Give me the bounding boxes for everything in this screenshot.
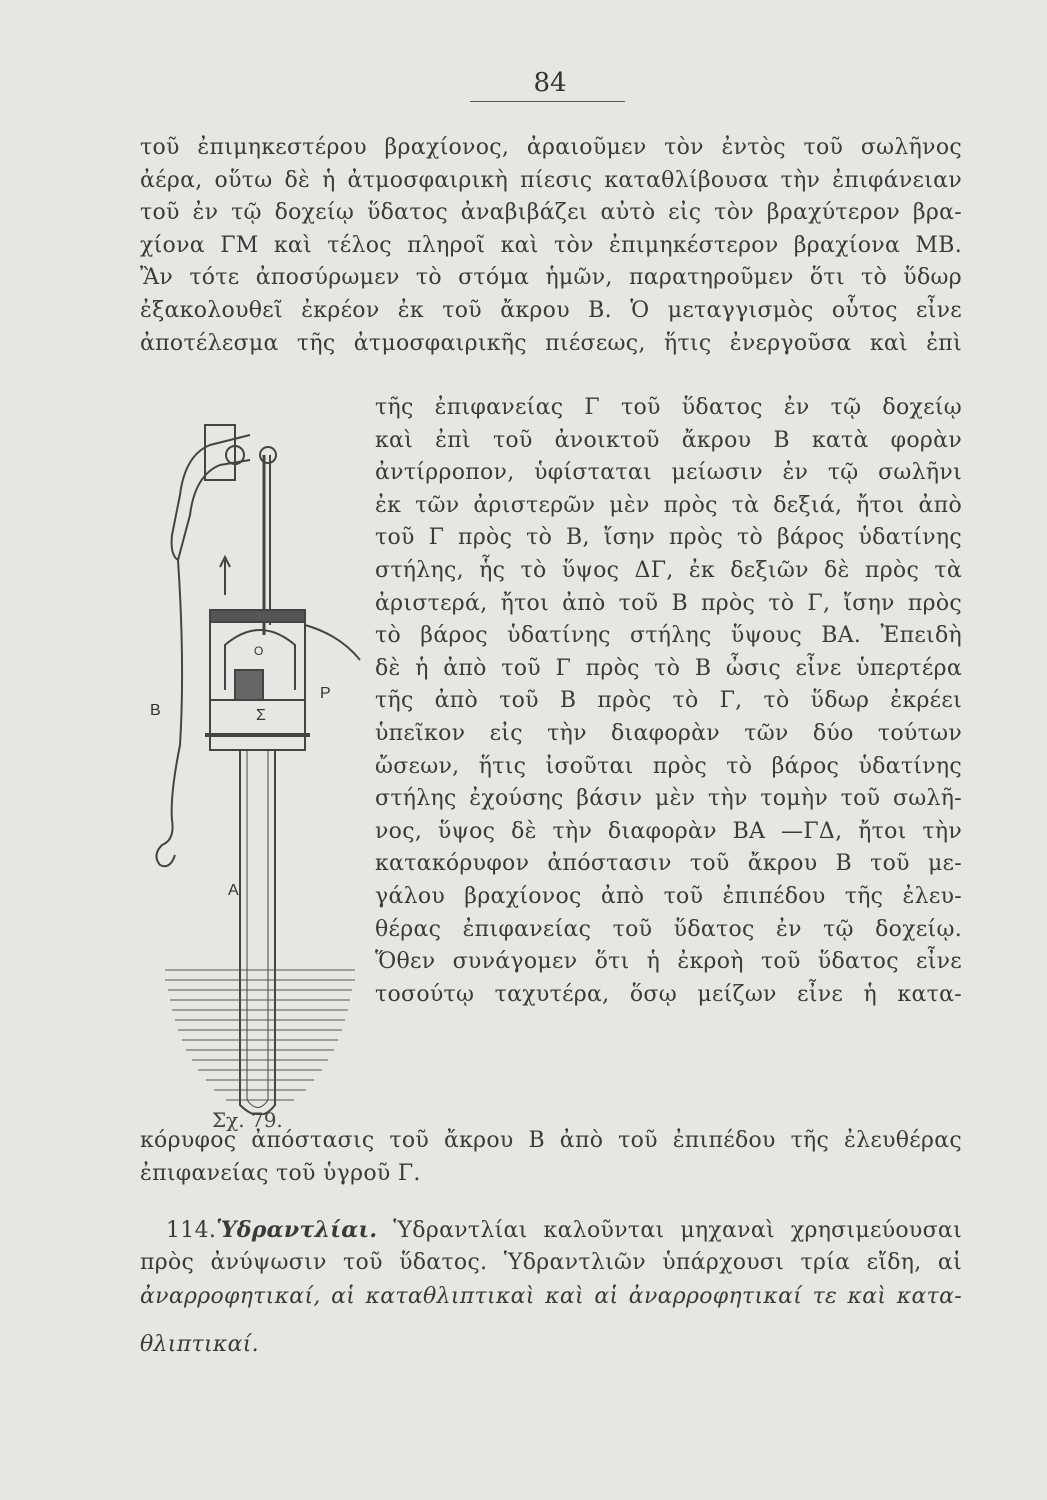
text-line: τῆς ἀπὸ τοῦ Β πρὸς τὸ Γ, τὸ ὕδωρ ἐκρέει [375, 688, 962, 714]
section-114-line-4: θλιπτικαί. [140, 1332, 259, 1357]
page-number: 84 [533, 68, 567, 98]
text-line: στήλης ἐχούσης βάσιν μὲν τὴν τομὴν τοῦ σωλῆ- [375, 786, 962, 812]
text-line: δὲ ἡ ἀπὸ τοῦ Γ πρὸς τὸ Β ὦσις εἶνε ὑπερτέρα [375, 655, 962, 681]
text-line: Ὅθεν συνάγομεν ὅτι ἡ ἐκροὴ τοῦ ὕδατος εἶνε [375, 949, 962, 975]
text-line: ἀριστερά, ἤτοι ἀπὸ τοῦ Β πρὸς τὸ Γ, ἴσην πρὸς [375, 590, 962, 616]
label-o: Ο [254, 644, 264, 658]
text-line: ἀποτέλεσμα τῆς ἀτμοσφαιρικῆς πιέσεως, ἥτις ἐνεργοῦσα καὶ ἐπὶ [140, 330, 962, 356]
text-line: γάλου βραχίονος ἀπὸ τοῦ ἐπιπέδου τῆς ἐλευ- [375, 884, 962, 909]
text-line: ἐκ τῶν ἀριστερῶν μὲν πρὸς τὰ δεξιά, ἤτοι ἀπὸ [375, 492, 962, 518]
section-114-line-2: πρὸς ἀνύψωσιν τοῦ ὕδατος. Ὑδραντλιῶν ὑπάρχουσι τρία εἴδη, αἱ [140, 1250, 962, 1275]
text-line: κόρυφος ἀπόστασις τοῦ ἄκρου Β ἀπὸ τοῦ ἐπιπέδου τῆς ἐλευθέρας [140, 1128, 962, 1153]
text-line: ἀέρα, οὕτω δὲ ἡ ἀτμοσφαιρικὴ πίεσις καταθλίβουσα τὴν ἐπιφάνειαν [140, 167, 962, 193]
text-line: νος, ὕψος δὲ τὴν διαφορὰν ΒΑ —ΓΔ, ἤτοι τὴν [375, 818, 962, 844]
text-line: κατακόρυφον ἀπόστασιν τοῦ ἄκρου Β τοῦ με- [375, 851, 962, 877]
text-line: τῆς ἐπιφανείας Γ τοῦ ὕδατος ἐν τῷ δοχείῳ [375, 395, 962, 420]
text-line: χίονα ΓΜ καὶ τέλος πληροῖ καὶ τὸν ἐπιμηκέστερον βραχίονα ΜΒ. [140, 232, 962, 258]
text-line: τοῦ ἐπιμηκεστέρου βραχίονος, ἀραιοῦμεν τὸν ἐντὸς τοῦ σωλῆνος [140, 135, 962, 160]
label-sigma: Σ [256, 707, 266, 724]
figure-caption: Σχ. 79. [212, 1108, 283, 1132]
section-title: Ὑδραντλίαι. [216, 1217, 378, 1243]
text-line: καὶ ἐπὶ τοῦ ἀνοικτοῦ ἄκρου Β κατὰ φορὰν [375, 427, 962, 453]
page-number-rule [470, 101, 625, 102]
text-line: ἐπιφανείας τοῦ ὑγροῦ Γ. [140, 1160, 421, 1186]
text-line: ὤσεων, ἥτις ἰσοῦται πρὸς τὸ βάρος ὑδατίνης [375, 753, 962, 779]
label-b: Β [150, 702, 161, 719]
section-114-line-3: ἀναρροφητικαί, αἱ καταθλιπτικαὶ καὶ αἱ ἀναρροφητικαί τε καὶ κατα- [140, 1284, 962, 1309]
text-line: τὸ βάρος ὑδατίνης στήλης ὕψους ΒΑ. Ἐπειδὴ [375, 623, 962, 649]
text-line: Ἂν τότε ἀποσύρωμεν τὸ στόμα ἡμῶν, παρατηροῦμεν ὅτι τὸ ὕδωρ [140, 265, 962, 291]
text-line: τοῦ ἐν τῷ δοχείῳ ὕδατος ἀναβιβάζει αὐτὸ εἰς τὸν βραχύτερον βρα- [140, 200, 962, 226]
pivot-right [260, 447, 276, 463]
label-a: Α [228, 882, 239, 899]
text-line: θέρας ἐπιφανείας τοῦ ὕδατος ἐν τῷ δοχείῳ. [375, 916, 962, 942]
section-number: 114. [166, 1218, 217, 1243]
pump-handle [172, 435, 250, 560]
text-line: στήλης, ἧς τὸ ὕψος ΔΓ, ἐκ δεξιῶν δὲ πρὸς τὰ [375, 558, 962, 583]
valve [235, 670, 263, 700]
section-114-line-1 [140, 1215, 962, 1246]
text-line: ἀντίρροπον, ὑφίσταται μείωσιν ἐν τῷ σωλῆνι [375, 460, 962, 486]
water-reservoir [165, 970, 355, 1100]
siphon-pump-figure [150, 415, 375, 1115]
text-line: ὑπεῖκον εἰς τὴν διαφορὰν τῶν δύο τούτων [375, 721, 962, 746]
text-line: τοσούτῳ ταχυτέρα, ὅσῳ μείζων εἶνε ἡ κατα- [375, 981, 962, 1007]
text-line: ἐξακολουθεῖ ἐκρέον ἐκ τοῦ ἄκρου Β. Ὁ μεταγγισμὸς οὗτος εἶνε [140, 298, 962, 323]
spout [305, 625, 360, 660]
text-line: τοῦ Γ πρὸς τὸ Β, ἴσην πρὸς τὸ βάρος ὑδατίνης [375, 525, 962, 551]
section-line-1-text: Ὑδραντλίαι καλοῦνται μηχαναὶ χρησιμεύουσαι [393, 1218, 963, 1243]
label-p: Ρ [320, 685, 331, 702]
